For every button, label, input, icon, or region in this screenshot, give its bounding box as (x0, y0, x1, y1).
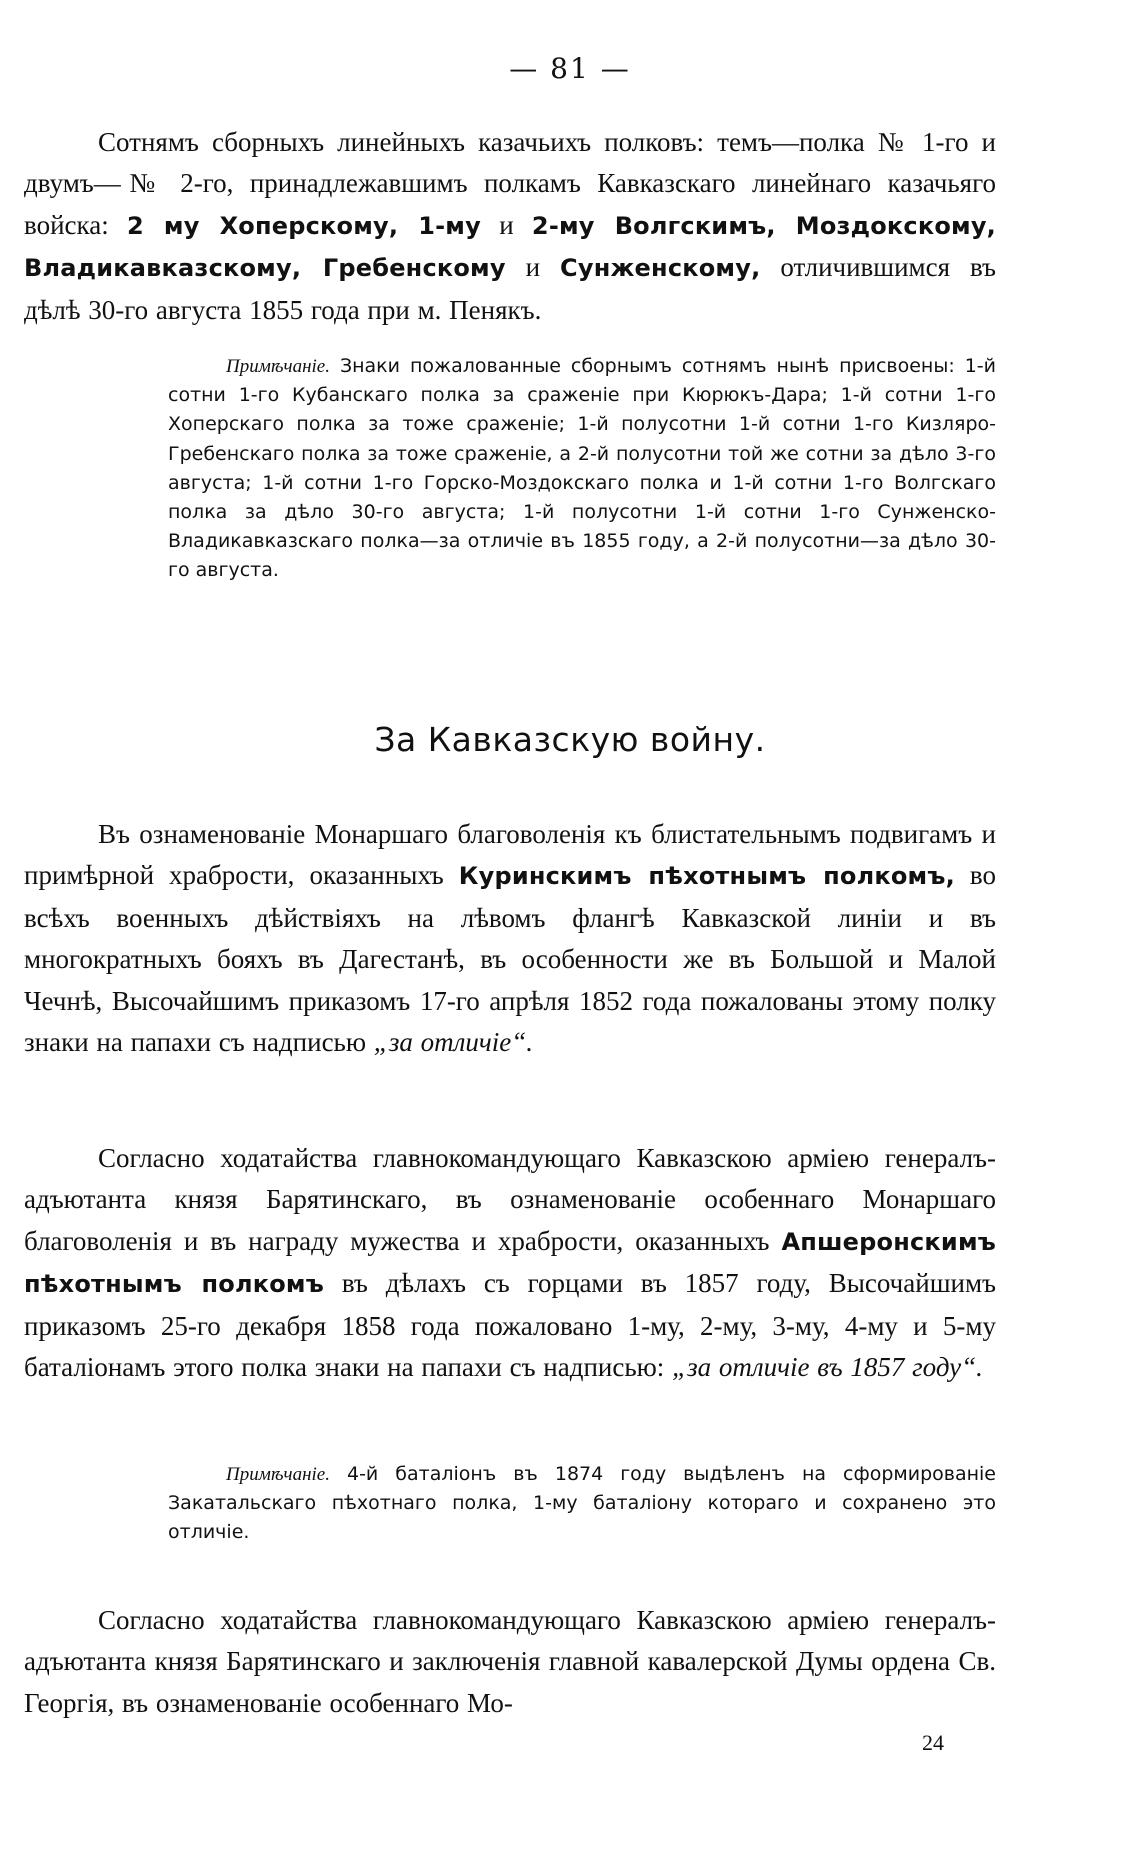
note-label: Примѣчаніе. (226, 356, 330, 377)
paragraph-cossack-hundreds: Сотнямъ сборныхъ линейныхъ казачьихъ полковъ: темъ—полка № 1-го и двумъ—№ 2-го, принадлежавшимъ полкамъ Кавказскаго линейнаго казачьяго войска: 2 му Хоперскому, 1-му и 2-му Волгскимъ, Моздокскому, Владикавказскому, Гребенскому и Сунженскому, отличившимся въ дѣлѣ 30-го августа 1855 года при м. Пенякъ. (24, 127, 996, 325)
note-label: Примѣчаніе. (226, 1464, 330, 1485)
footnote-apsheronsky: Примѣчаніе. 4-й баталіонъ въ 1874 году выдѣленъ на сформированіе Закатальскаго пѣхотнаго полка, 1-му баталіону котораго и сохранено это отличіе. (168, 1463, 996, 1544)
section-heading: За Кавказскую войну. (374, 720, 766, 759)
footnote-cossack-hundreds: Примѣчаніе. Знаки пожалованные сборнымъ сотнямъ нынѣ присвоены: 1-й сотни 1-го Кубанскаго полка за сраженіе при Кюрюкъ-Дара; 1-й сотни 1-го Хоперскаго полка за тоже сраженіе; 1-й полусотни 1-й сотни 1-го Кизляро-Гребенскаго полка за тоже сраженіе, а 2-й полусотни той же сотни за дѣло 3-го августа; 1-й сотни 1-го Горско-Моздокскаго полка и 1-й сотни 1-го Волгскаго полка за дѣло 30-го августа; 1-й полусотни 1-й сотни 1-го Сунженско-Владикавказскаго полка—за отличіе въ 1855 году, а 2-й полусотни—за дѣло 30-го августа. (168, 355, 996, 582)
page-number: — 81 — (509, 52, 631, 85)
paragraph-apsheronsky-regiment: Согласно ходатайства главнокомандующаго Кавказскою арміею генералъ-адъютанта князя Барятинскаго, въ ознаменованіе особеннаго Монаршаго благоволенія и въ награду мужества и храбрости, оказанныхъ Апшеронскимъ пѣхотнымъ полкомъ въ дѣлахъ съ горцами въ 1857 году, Высочайшимъ приказомъ 25-го декабря 1858 года пожаловано 1-му, 2-му, 3-му, 4-му и 5-му баталіонамъ этого полка знаки на папахи съ надписью: „за отличіе въ 1857 году“. (24, 1143, 996, 1383)
printer-signature-mark: 24 (922, 1730, 944, 1755)
paragraph-georgian-duma: Согласно ходатайства главнокомандующаго Кавказскою арміею генералъ-адъютанта князя Барятинскаго и заключенія главной кавалерской Думы ордена Св. Георгія, въ ознаменованіе особеннаго Мо- (24, 1605, 996, 1718)
paragraph-kurinsky-regiment: Въ ознаменованіе Монаршаго благоволенія къ блистательнымъ подвигамъ и примѣрной храбрости, оказанныхъ Куринскимъ пѣхотнымъ полкомъ, во всѣхъ военныхъ дѣйствіяхъ на лѣвомъ флангѣ Кавказской линіи и въ многократныхъ бояхъ въ Дагестанѣ, въ особенности же въ Большой и Малой Чечнѣ, Высочайшимъ приказомъ 17-го апрѣля 1852 года пожалованы этому полку знаки на папахи съ надписью „за отличіе“. (24, 819, 996, 1058)
